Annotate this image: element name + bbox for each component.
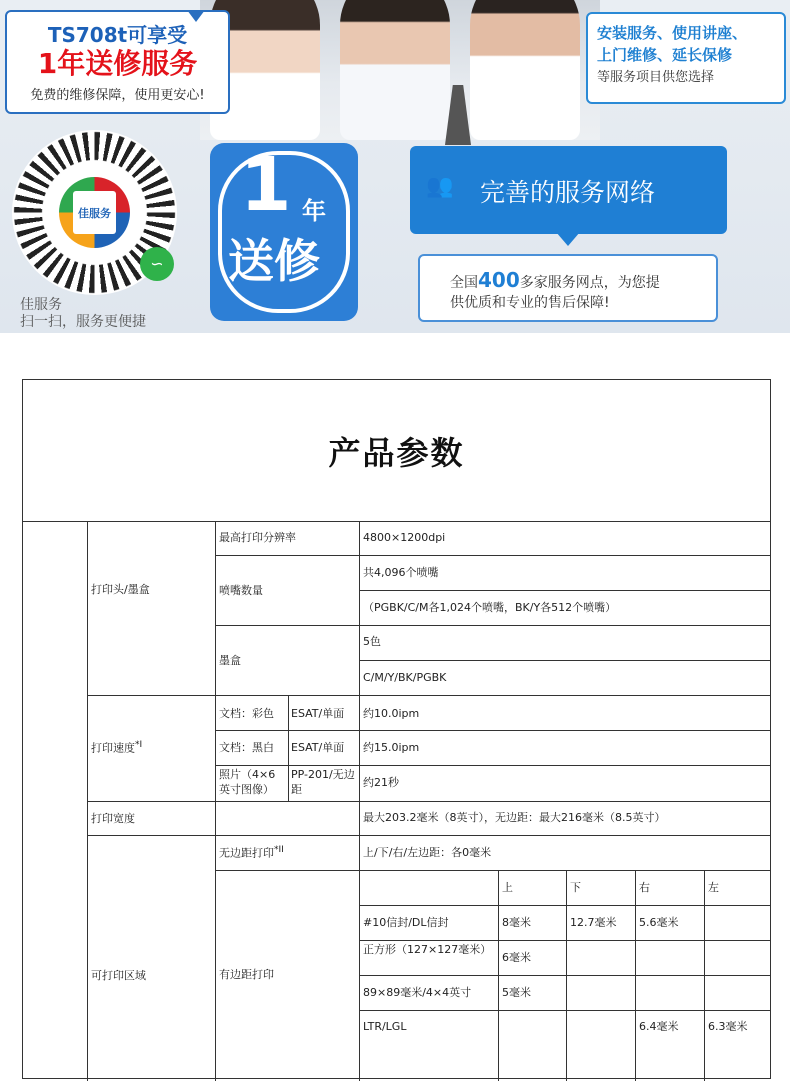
col-header: 上 [502, 881, 513, 894]
group-area: 可打印区域 [91, 969, 146, 982]
row-value: 6.4毫米 [639, 1020, 679, 1033]
row-value: 5.6毫米 [639, 916, 679, 929]
row-label: LTR/LGL [363, 1020, 407, 1033]
badge-unit: 年 [302, 197, 326, 225]
group-printhead: 打印头/墨盒 [91, 583, 150, 596]
row-value: C/M/Y/BK/PGBK [363, 671, 447, 684]
callout-arrow [556, 232, 580, 246]
staff-person [470, 0, 580, 140]
row-value: （PGBK/C/M各1,024个喷嘴，BK/Y各512个喷嘴） [363, 601, 617, 614]
service-network-header [410, 146, 727, 234]
row-label: 墨盒 [219, 654, 241, 667]
row-mode: ESAT/单面 [291, 707, 345, 720]
row-value: 约15.0ipm [363, 741, 420, 754]
one-year-repair-badge [210, 143, 358, 321]
row-value: 6毫米 [502, 951, 531, 964]
support-staff-photo [200, 0, 600, 140]
services-callout [586, 12, 786, 104]
row-value: 上/下/右/左边距：各0毫米 [363, 846, 492, 859]
group-speed: 打印速度$^{*I}$ [91, 740, 143, 755]
warranty-line2: 1年送修服务 [37, 47, 198, 80]
mini-program-qr-code[interactable] [12, 130, 177, 295]
row-label: 无边距打印$^{*II}$ [219, 845, 284, 860]
row-label: 有边距打印 [219, 968, 274, 981]
col-header: 右 [639, 881, 650, 894]
row-value: 8毫米 [502, 916, 531, 929]
row-value: 5毫米 [502, 986, 531, 999]
staff-person [340, 0, 450, 140]
row-mode: ESAT/单面 [291, 741, 345, 754]
warranty-callout [5, 10, 230, 114]
row-label: 喷嘴数量 [219, 584, 263, 597]
row-value: 4800×1200dpi [363, 531, 446, 544]
services-line3: 等服务项目供您选择 [597, 70, 715, 85]
network-description: 全国400多家服务网点，为您提 供优质和专业的售后保障! [418, 254, 718, 322]
col-header: 左 [708, 881, 719, 894]
row-label: 89×89毫米/4×4英寸 [363, 986, 472, 999]
row-value: 5色 [363, 635, 381, 648]
spec-title: 产品参数 [23, 380, 770, 522]
row-value: 约21秒 [363, 776, 399, 789]
row-label: 照片（4×6英寸图像） [219, 768, 276, 796]
row-mode: PP-201/无边距 [291, 768, 355, 796]
row-value: 12.7毫米 [570, 916, 617, 929]
callout-arrow [187, 10, 205, 22]
services-line1: 安装服务、使用讲座、 [597, 24, 748, 42]
services-line2: 上门维修、延长保修 [597, 46, 733, 64]
badge-number: 1 [240, 143, 292, 228]
spec-table [22, 379, 771, 1079]
qr-caption: 佳服务 扫一扫，服务更便捷 [20, 297, 146, 330]
row-value: 约10.0ipm [363, 707, 420, 720]
row-label: #10信封/DL信封 [363, 916, 449, 929]
service-banner [0, 0, 790, 333]
warranty-line3: 免费的维修保障，使用更安心! [30, 88, 205, 103]
row-label: 正方形（127×127毫米） [363, 943, 492, 956]
row-value: 6.3毫米 [708, 1020, 748, 1033]
network-title: 完善的服务网络 [480, 178, 656, 207]
row-label: 文档：黑白 [219, 741, 274, 754]
badge-text: 送修 [228, 234, 320, 288]
row-label: 最高打印分辨率 [219, 531, 296, 544]
warranty-line1: TS708t可享受 [47, 23, 188, 47]
row-label: 文档：彩色 [219, 707, 274, 720]
group-width: 打印宽度 [91, 812, 135, 825]
row-value: 共4,096个喷嘴 [363, 566, 439, 579]
mini-program-icon: ∽ [140, 247, 174, 281]
col-header: 下 [570, 881, 581, 894]
people-group-icon: 👥 [426, 174, 454, 199]
row-value: 最大203.2毫米（8英寸），无边距：最大216毫米（8.5英寸） [363, 811, 666, 824]
service-logo: 佳服务 [59, 177, 130, 248]
